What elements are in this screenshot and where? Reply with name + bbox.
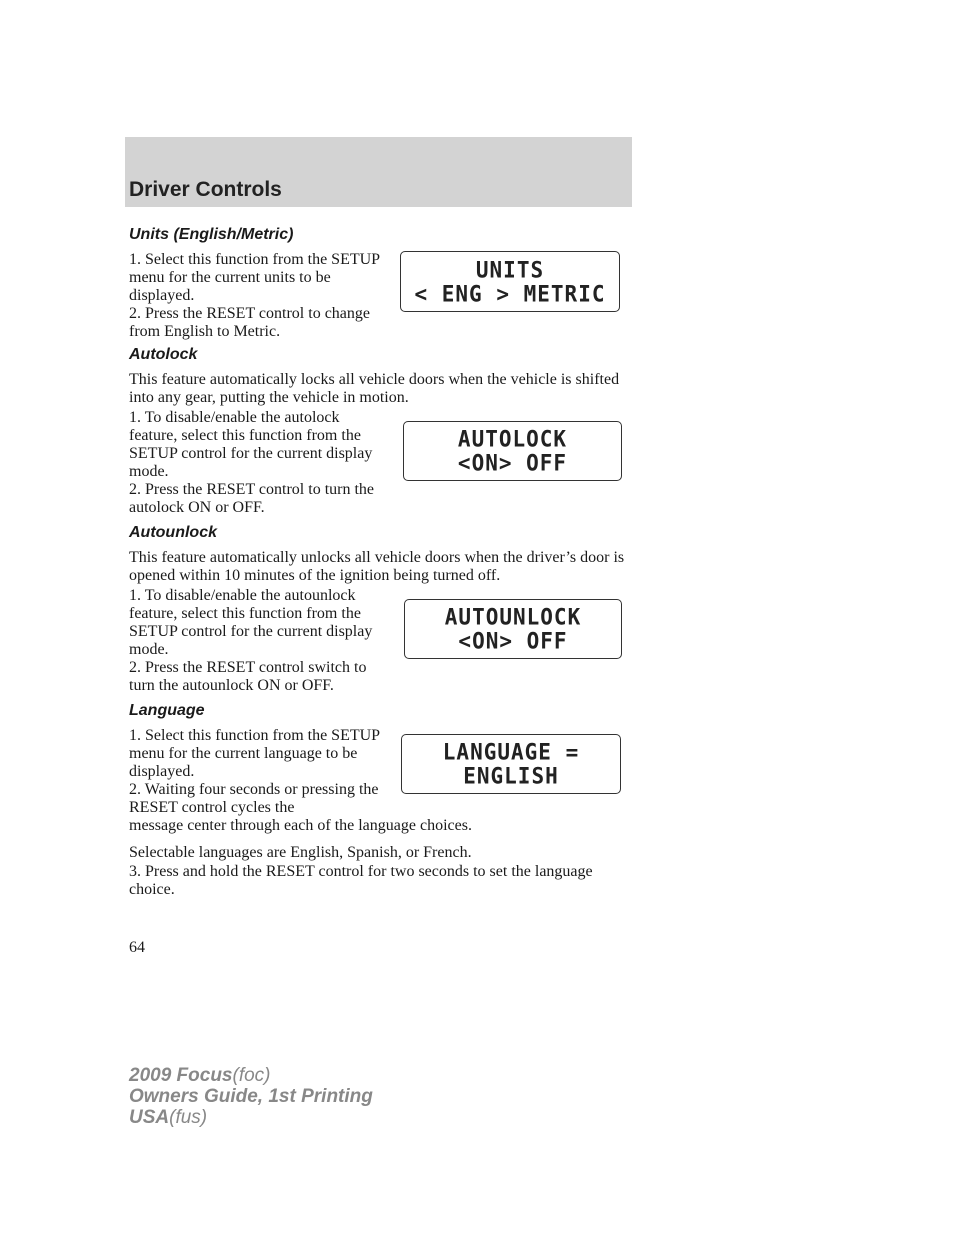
language-step-1: 1. Select this function from the SETUP menu for the current language to be displayed.	[129, 727, 380, 780]
heading-autolock: Autolock	[129, 346, 198, 363]
footer-region: USA	[129, 1107, 170, 1128]
autolock-intro: This feature automatically locks all vehicle doors when the vehicle is shifted into any gear, putting the vehicle in motion.	[129, 371, 620, 406]
language-step-2-cont: message center through each of the language choices.	[129, 817, 472, 834]
footer-model: 2009 Focus	[129, 1065, 233, 1086]
autounlock-display-line-1: AUTOUNLOCK	[444, 604, 582, 630]
units-display	[400, 251, 620, 312]
autounlock-step-2: 2. Press the RESET control switch to turn the autounlock ON or OFF.	[129, 659, 367, 694]
language-options: Selectable languages are English, Spanish, or French.	[129, 844, 472, 861]
autolock-display-line-2: <ON> OFF	[457, 450, 568, 476]
autolock-step-1: 1. To disable/enable the autolock feature, select this function from the SETUP control for the current display mode.	[129, 409, 373, 480]
language-display	[401, 734, 621, 794]
footer-model-code: (foc)	[232, 1065, 271, 1086]
language-display-line-1: LANGUAGE =	[442, 739, 580, 765]
units-display-line-1: UNITS	[475, 256, 545, 283]
autounlock-display-line-2: <ON> OFF	[458, 628, 568, 654]
heading-language: Language	[129, 702, 205, 719]
autolock-display-line-1: AUTOLOCK	[457, 426, 568, 452]
units-step-2: 2. Press the RESET control to change from English to Metric.	[129, 305, 370, 340]
page-title: Driver Controls	[129, 178, 282, 201]
footer-region-code: (fus)	[169, 1107, 208, 1128]
page-number: 64	[129, 939, 145, 956]
autolock-display	[403, 421, 622, 481]
language-step-3: 3. Press and hold the RESET control for two seconds to set the language choice.	[129, 863, 593, 898]
language-display-line-2: ENGLISH	[463, 763, 559, 789]
heading-units: Units (English/Metric)	[129, 226, 294, 243]
language-step-2: 2. Waiting four seconds or pressing the RESET control cycles the	[129, 781, 379, 816]
autounlock-display	[404, 599, 622, 659]
units-display-line-2: < ENG > METRIC	[414, 280, 606, 307]
autounlock-step-1: 1. To disable/enable the autounlock feature, select this function from the SETUP control for the current display mode.	[129, 587, 373, 658]
units-step-1: 1. Select this function from the SETUP menu for the current units to be displayed.	[129, 251, 380, 304]
footer	[129, 1065, 373, 1128]
heading-autounlock: Autounlock	[129, 524, 217, 541]
footer-guide: Owners Guide, 1st Printing	[129, 1086, 373, 1107]
autolock-step-2: 2. Press the RESET control to turn the autolock ON or OFF.	[129, 481, 375, 516]
autounlock-intro: This feature automatically unlocks all vehicle doors when the driver’s door is opened within 10 minutes of the ignition being turned off.	[129, 549, 625, 584]
